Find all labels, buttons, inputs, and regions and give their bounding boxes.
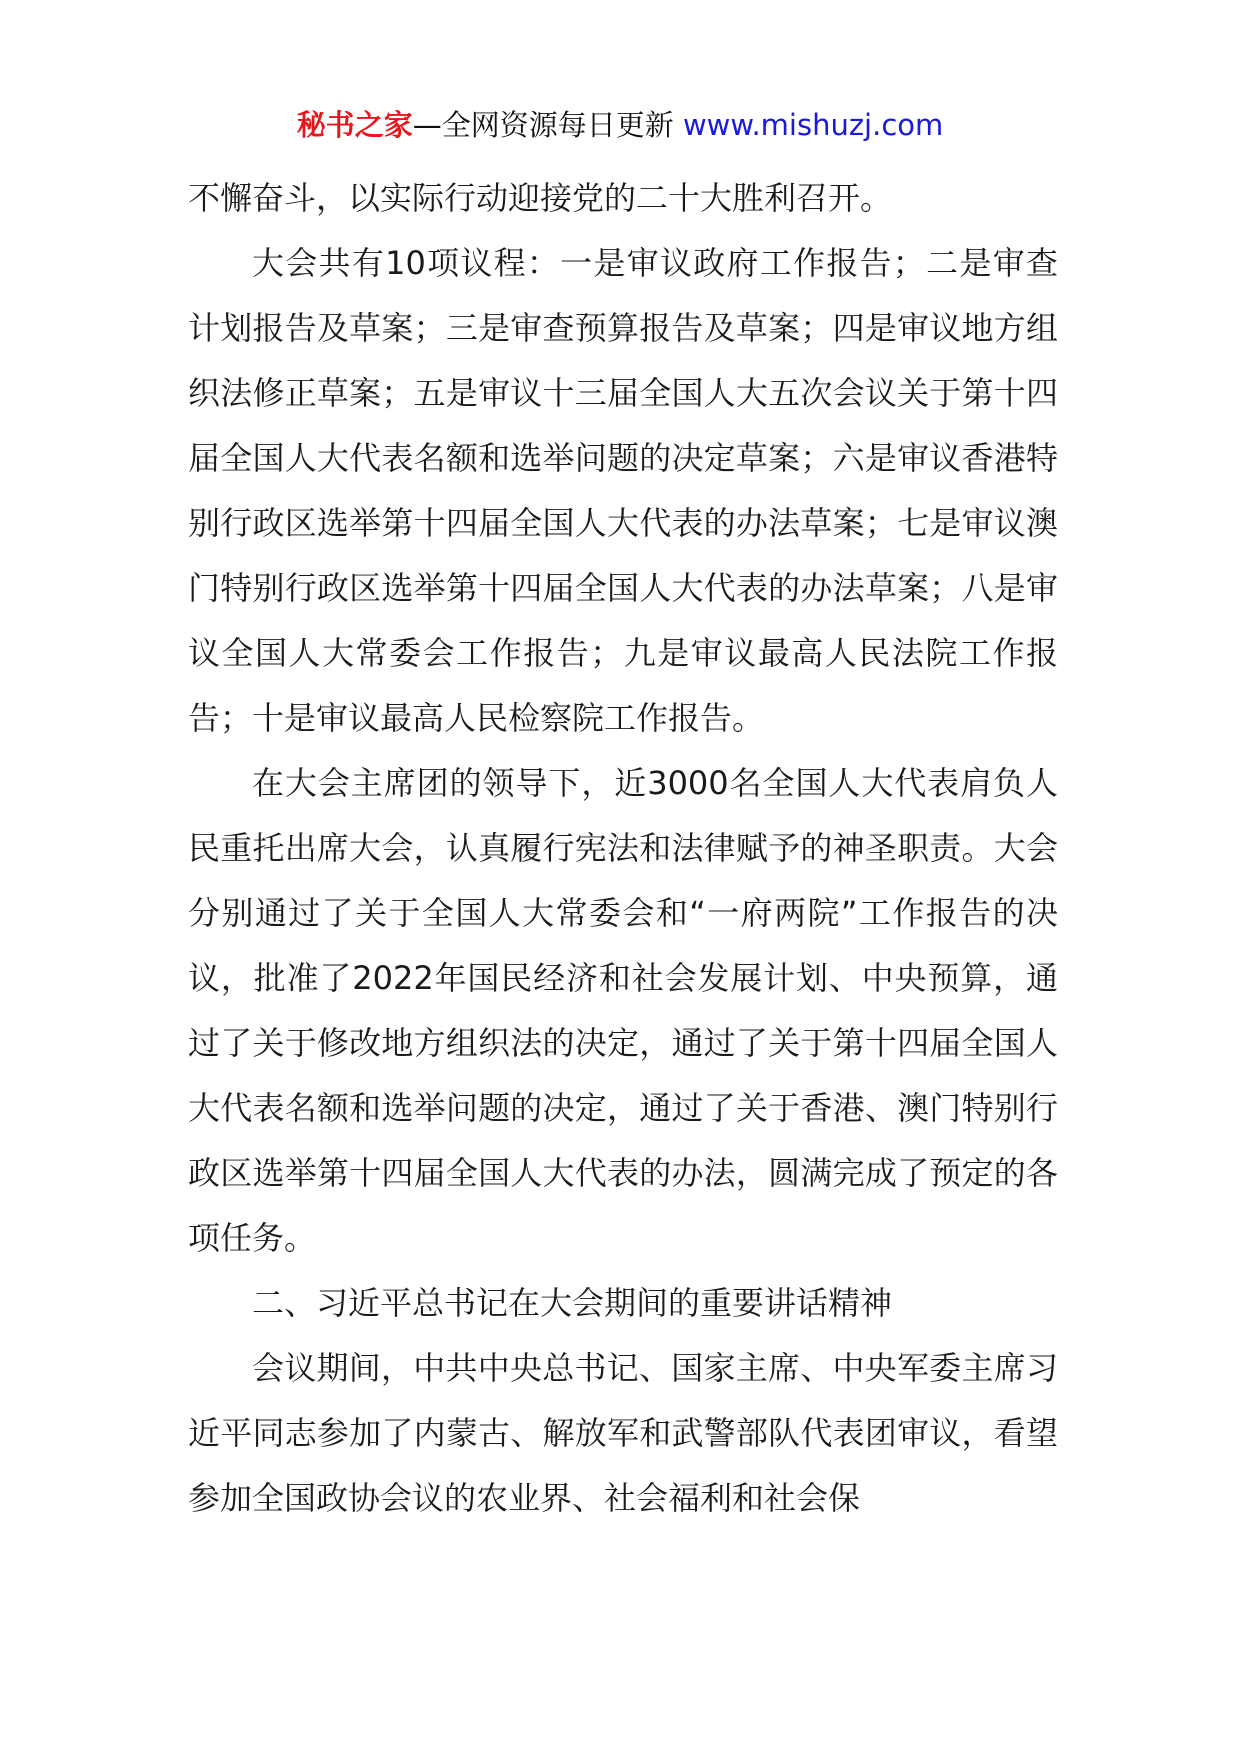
paragraph-continuation: 不懈奋斗，以实际行动迎接党的二十大胜利召开。: [188, 179, 893, 217]
site-header: [0, 103, 1240, 147]
header-tagline: —全网资源每日更新: [412, 108, 674, 142]
section-heading: 二、习近平总书记在大会期间的重要讲话精神: [252, 1284, 893, 1322]
brand-name: 秘书之家: [296, 108, 413, 142]
paragraph-meeting-period: 会议期间，中共中央总书记、国家主席、中央军委主席习近平同志参加了内蒙古、解放军和武警部队代表团审议，看望参加全国政协会议的农业界、社会福利和社会保: [188, 1349, 1058, 1517]
paragraph-agenda: 大会共有10项议程：一是审议政府工作报告；二是审查计划报告及草案；三是审查预算报告及草案；四是审议地方组织法修正草案；五是审议十三届全国人大五次会议关于第十四届全国人大代表名额和选举问题的决定草案；六是审议香港特别行政区选举第十四届全国人大代表的办法草案；七是审议澳门特别行政区选举第十四届全国人大代表的办法草案；八是审议全国人大常委会工作报告；九是审议最高人民法院工作报告；十是审议最高人民检察院工作报告。: [188, 244, 1058, 737]
paragraph-congress-results: 在大会主席团的领导下，近3000名全国人大代表肩负人民重托出席大会，认真履行宪法和法律赋予的神圣职责。大会分别通过了关于全国人大常委会和“一府两院”工作报告的决议，批准了2022年国民经济和社会发展计划、中央预算，通过了关于修改地方组织法的决定，通过了关于第十四届全国人大代表名额和选举问题的决定，通过了关于香港、澳门特别行政区选举第十四届全国人大代表的办法，圆满完成了预定的各项任务。: [188, 764, 1058, 1257]
site-url-link[interactable]: www.mishuzj.com: [682, 108, 944, 142]
document-body: [188, 166, 1058, 1531]
